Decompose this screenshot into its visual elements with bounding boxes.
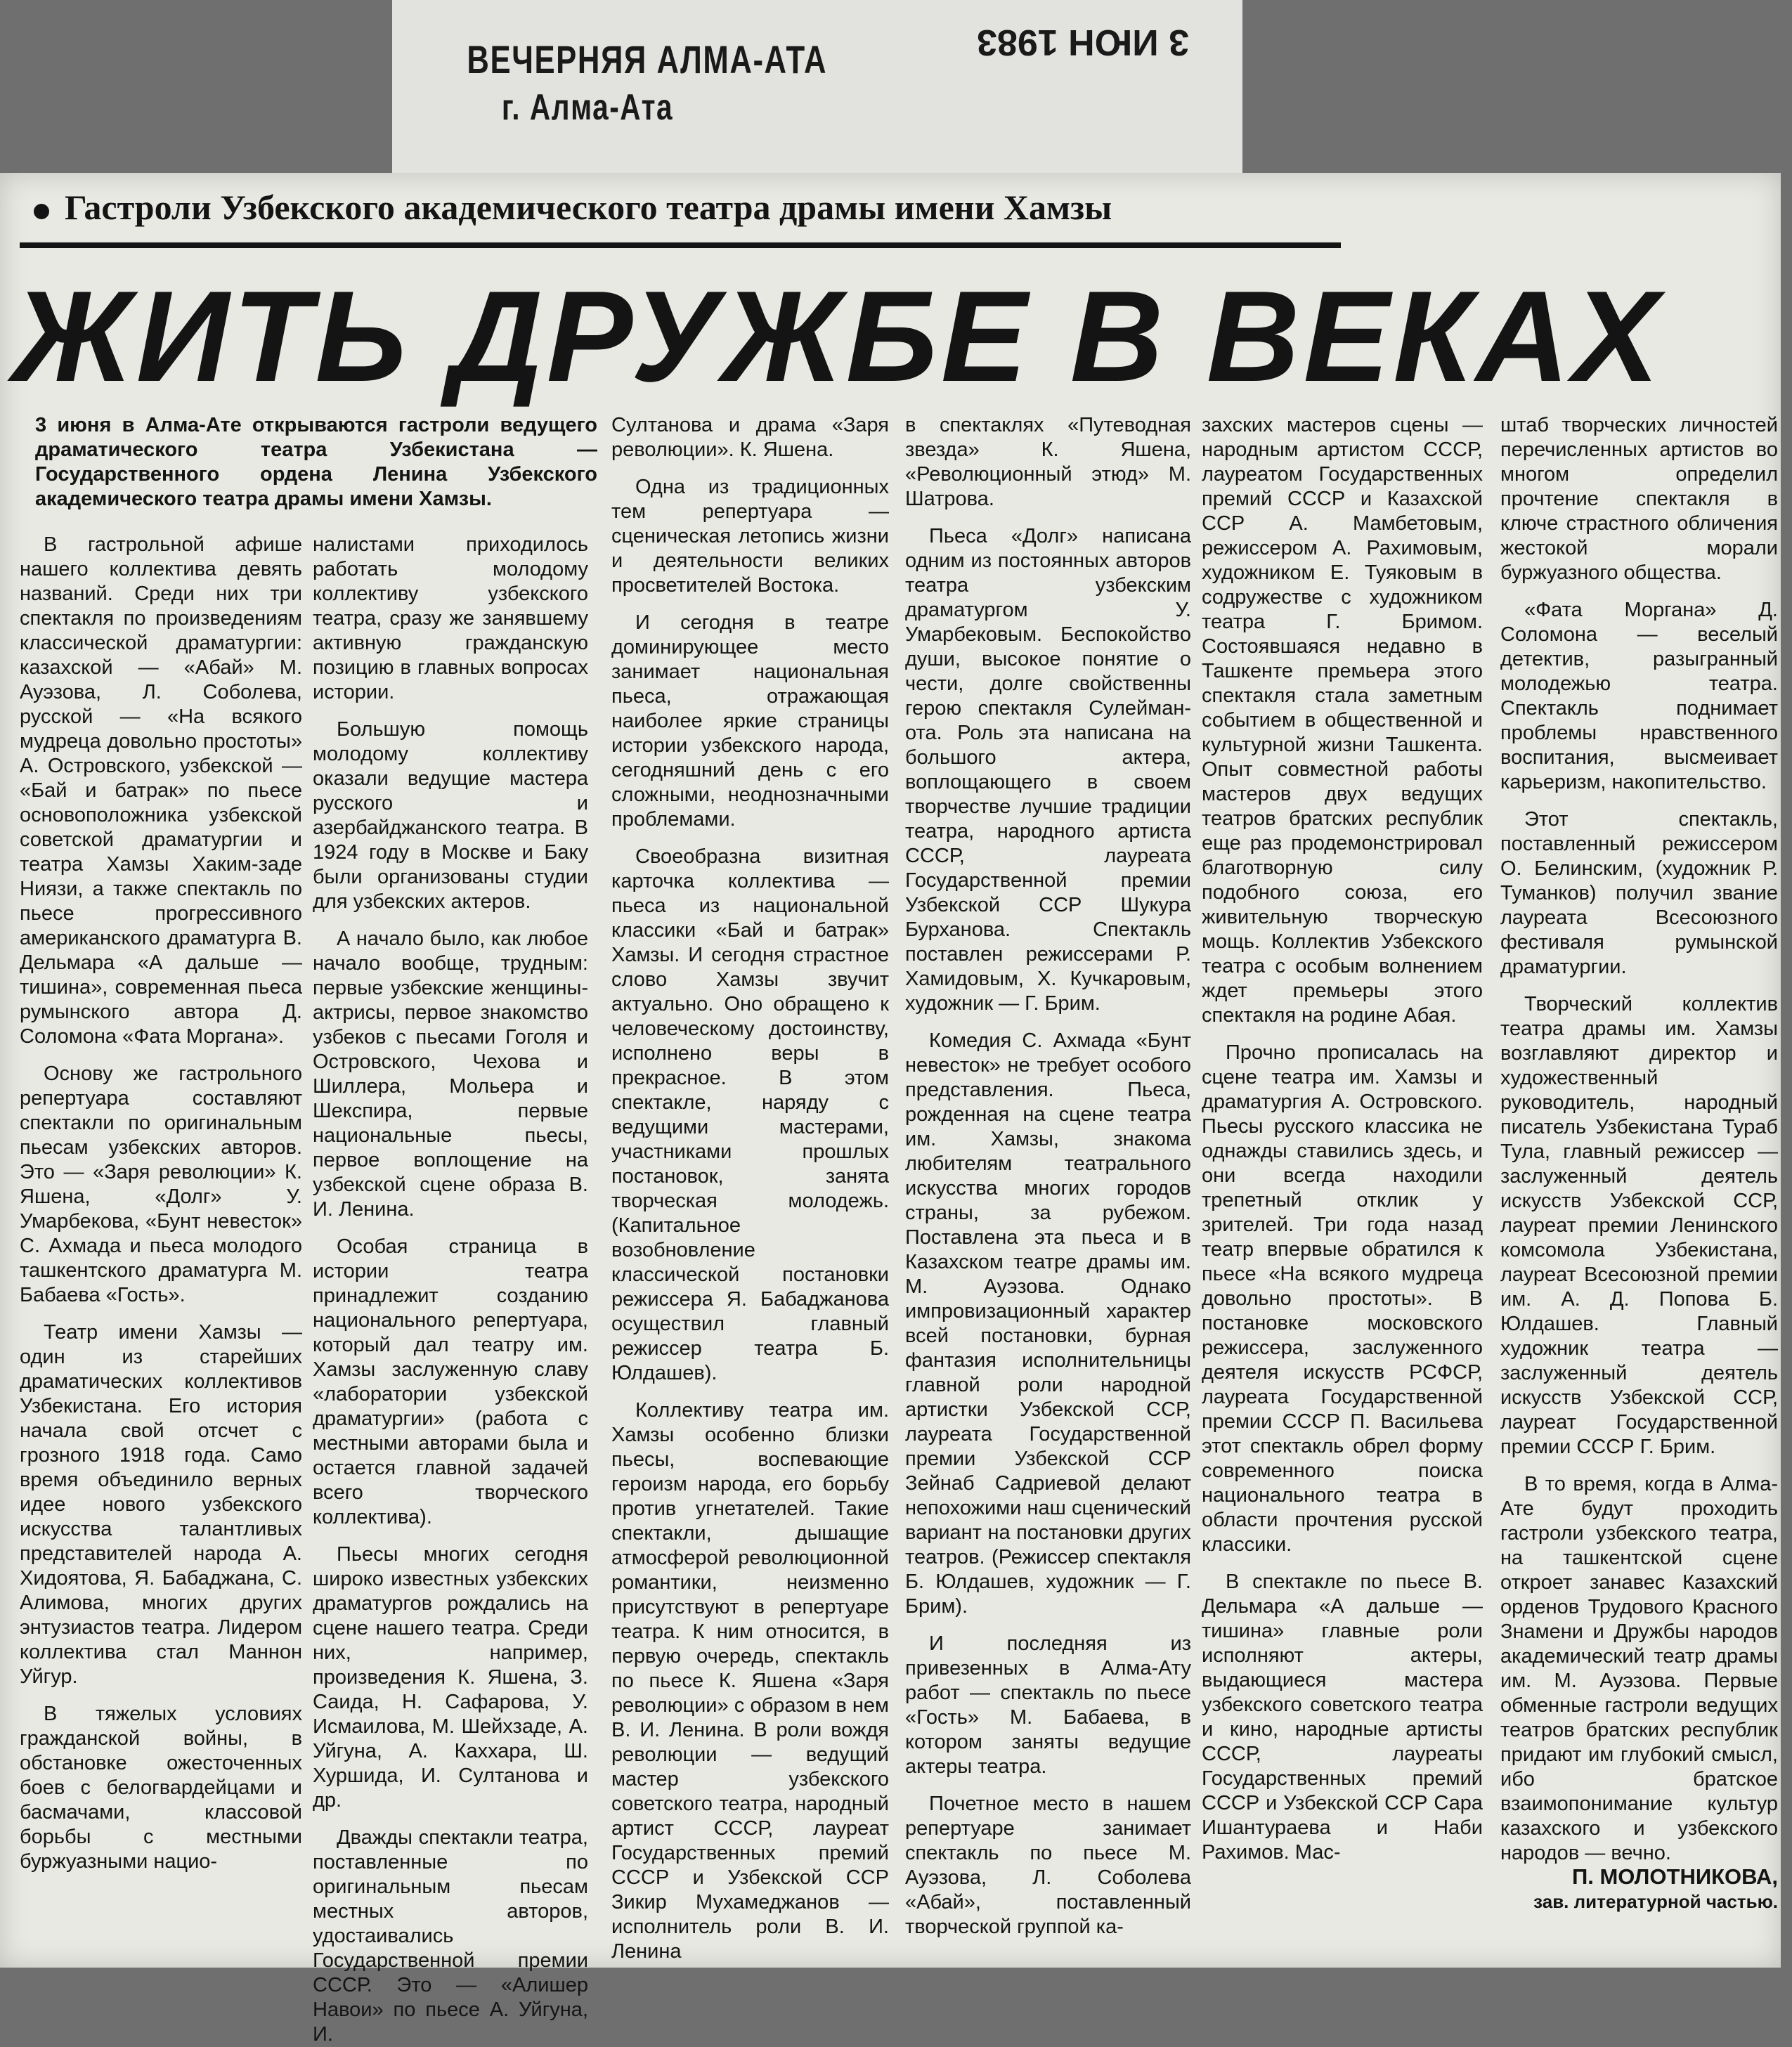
rubric-text: Гастроли Узбекского академического театра драмы имени Хамзы <box>65 188 1112 227</box>
text-column-4 <box>905 413 1191 1952</box>
text-column-3 <box>611 413 889 1963</box>
author-signature <box>1500 1864 1778 1913</box>
paragraph: Дважды спектакли театра, поставленные по оригинальным пьесам местных авторов, удостаивались Государственной премии СССР. Это — «Алишер Навои» по пьесе А. Уйгуна, И. <box>313 1826 588 2046</box>
article-headline: ЖИТЬ ДРУЖБЕ В ВЕКАХ <box>13 264 1663 408</box>
paragraph: Коллективу театра им. Хамзы особенно близки пьесы, воспевающие героизм народа, его борьбу против угнетателей. Такие спектакли, дышащие атмосферой революционной романтики, неизменно присутствуют в репертуаре театра. К ним относится, в первую очередь, спектакль по пьесе К. Яшена «Заря революции» с образом в нем В. И. Ленина. В роли вождя революции — ведущий мастер узбекского советского театра, народный артист СССР, лауреат Государственных премий СССР и Узбекской ССР Зикир Мухамеджанов — исполнитель роли В. И. Ленина <box>611 1399 889 1963</box>
paragraph: Театр имени Хамзы — один из старейших драматических коллективов Узбекистана. Его история начала свой отсчет с грозного 1918 года. Само время объединило верных идее нового узбекского искусства талантливых представителей народа А. Хидоятова, Я. Бабаджана, С. Алимова, многих других энтузиастов театра. Лидером коллектива стал Маннон Уйгур. <box>20 1321 302 1688</box>
paragraph: Султанова и драма «Заря революции». К. Яшена. <box>611 414 889 461</box>
paragraph: штаб творческих личностей перечисленных артистов во многом определил прочтение спектакля в ключе страстного обличения жестокой морали буржуазного общества. <box>1500 414 1778 584</box>
paragraph: захских мастеров сцены — народным артистом СССР, лауреатом Государственных премий СССР и Казахской ССР А. Мамбетовым, режиссером А. Рахимовым, художником Е. Туяковым в содружестве с художником театра Г. Бримом. Состоявшаяся недавно в Ташкенте премьера этого спектакля стала заметным событием в общественной и культурной жизни Ташкента. Опыт совместной работы мастеров двух ведущих театров братских республик еще раз продемонстрировал благотворную силу подобного союза, его живительную творческую мощь. Коллектив Узбекского театра с особым волнением ждет премьеры этого спектакля на родине Абая. <box>1202 414 1483 1027</box>
bullet-icon <box>34 204 49 219</box>
stamp-source <box>433 35 828 131</box>
paragraph: И последняя из привезенных в Алма-Ату работ — спектакль по пьесе «Гость» М. Бабаева, в котором заняты ведущие актеры театра. <box>905 1632 1191 1778</box>
paragraph: Прочно прописалась на сцене театра им. Хамзы и драматургия А. Островского. Пьесы русского классика не однажды ставились здесь, и они всегда находили трепетный отклик у зрителей. Три года назад театр впервые обратился к пьесе «На всякого мудреца довольно простоты». В постановке московского режиссера, заслуженного деятеля искусств РСФСР, лауреата Государственной премии СССР П. Васильева этот спектакль обрел форму современного поиска национального театра в области прочтения русской классики. <box>1202 1041 1483 1556</box>
text-column-5 <box>1202 413 1483 1952</box>
paragraph: Одна из традиционных тем репертуара — сценическая летопись жизни и деятельности великих просветителей Востока. <box>611 476 889 597</box>
paragraph: Особая страница в истории театра принадлежит созданию национального репертуара, который дал театру им. Хамзы заслуженную славу «лаборатории узбекской драматургии» (работа с местными авторами была и остается главной задачей всего творческого коллектива). <box>313 1235 588 1528</box>
paragraph: В гастрольной афише нашего коллектива девять названий. Среди них три спектакля по произведениям классической драматургии: казахской — «Абай» М. Ауэзова, Л. Соболева, русской — «На всякого мудреца довольно простоты» А. Островского, узбекской — «Бай и батрак» по пьесе основоположника узбекской советской драматургии и театра Хамзы Хаким-заде Ниязи, а также спектакль по пьесе прогрессивного американского драматурга В. Дельмара «А дальше — тишина», современная пьеса румынского автора Д. Соломона «Фата Моргана». <box>20 533 302 1048</box>
paragraph: налистами приходилось работать молодому коллективу узбекского театра, сразу же занявшему активную гражданскую позицию в главных вопросах истории. <box>313 533 588 703</box>
paragraph: И сегодня в театре доминирующее место занимает национальная пьеса, отражающая наиболее яркие страницы истории узбекского народа, сегодняшний день с его сложными, неоднозначными проблемами. <box>611 611 889 831</box>
paragraph: в спектаклях «Путеводная звезда» К. Яшена, «Революционный этюд» М. Шатрова. <box>905 414 1191 510</box>
paragraph: А начало было, как любое начало вообще, трудным: первые узбекские женщины-актрисы, первое знакомство узбеков с пьесами Гоголя и Островского, Чехова и Шиллера, Мольера и Шекспира, первые национальные пьесы, первое воплощение на узбекской сцене образа В. И. Ленина. <box>313 928 588 1221</box>
paragraph: Большую помощь молодому коллективу оказали ведущие мастера русского и азербайджанского театра. В 1924 году в Москве и Баку были организованы студии для узбекских актеров. <box>313 718 588 913</box>
paragraph: В тяжелых условиях гражданской войны, в обстановке ожесточенных боев с белогвардейцами и басмачами, классовой борьбы с местными буржуазными нацио- <box>20 1703 302 1873</box>
paragraph: Творческий коллектив театра драмы им. Хамзы возглавляют директор и художественный руководитель, народный писатель Узбекистана Тураб Тула, главный режиссер — заслуженный деятель искусств Узбекской ССР, лауреат премии Ленинского комсомола Узбекистана, лауреат Всесоюзной премии им. А. Д. Попова Б. Юлдашев. Главный художник театра — заслуженный деятель искусств Узбекской ССР, лауреат Государственной премии СССР Г. Брим. <box>1500 993 1778 1458</box>
paragraph: Этот спектакль, поставленный режиссером О. Белинским, (художник Р. Туманков) получил звание лауреата Всесоюзного фестиваля румынской драматургии. <box>1500 808 1778 978</box>
text-column-1 <box>20 533 302 1952</box>
stamp-date: 3 ИЮН 1983 <box>976 22 1190 63</box>
paragraph: Основу же гастрольного репертуара составляют спектакли по оригинальным пьесам узбекских авторов. Это — «Заря революции» К. Яшена, «Долг» У. Умарбекова, «Бунт невесток» С. Ахмада и пьеса молодого ташкентского драматурга М. Бабаева «Гость». <box>20 1063 302 1306</box>
paragraph: Комедия С. Ахмада «Бунт невесток» не требует особого представления. Пьеса, рожденная на сцене театра им. Хамзы, знакома любителям театрального искусства многих городов страны, за рубежом. Поставлена эта пьеса и в Казахском театре драмы им. М. Ауэзова. Однако импровизационный характер всей постановки, бурная фантазия исполнительницы главной роли народной артистки Узбекской ССР, лауреата Государственной премии Узбекской ССР Зейнаб Садриевой делают непохожими наш сценический вариант на постановки других театров. (Режиссер спектакля Б. Юлдашев, художник — Г. Брим). <box>905 1029 1191 1618</box>
paragraph: В спектакле по пьесе В. Дельмара «А дальше — тишина» главные роли исполняют актеры, выдающиеся мастера узбекского советского театра и кино, народные артисты СССР, лауреаты Государственных премий СССР и Узбекской ССР Сара Ишантураева и Наби Рахимов. Мас- <box>1202 1571 1483 1864</box>
author-role: зав. литературной частью. <box>1533 1891 1778 1912</box>
text-column-6 <box>1500 413 1778 1864</box>
paragraph: «Фата Моргана» Д. Соломона — веселый детектив, разыгранный молодежью театра. Спектакль поднимает проблемы нравственного воспитания, высмеивает карьеризм, накопительство. <box>1500 599 1778 793</box>
rubric-underline <box>20 242 1341 248</box>
article-lead: 3 июня в Алма-Ате открываются гастроли ведущего драматического театра Узбекистана — Государственного ордена Ленина Узбекского академического театра драмы имени Хамзы. <box>35 414 597 510</box>
paragraph: Пьеса «Долг» написана одним из постоянных авторов театра узбекским драматургом У. Умарбековым. Беспокойство души, высокое понятие о чести, долге свойственны герою спектакля Сулейман-ота. Роль эта написана на большого актера, воплощающего в своем творчестве лучшие традиции театра, народного артиста СССР, лауреата Государственной премии Узбекской ССР Шукура Бурханова. Спектакль поставлен режиссерами Р. Хамидовым, Х. Кучкаровым, художник — Г. Брим. <box>905 525 1191 1015</box>
stamp-city: г. Алма-Ата <box>501 87 674 128</box>
paragraph: Своеобразна визитная карточка коллектива — пьеса из национальной классики «Бай и батрак» Хамзы. И сегодня страстное слово Хамзы звучит актуально. Оно обращено к человеческому достоинству, исполнено веры в прекрасное. В этом спектакле, наряду с ведущими мастерами, участниками прошлых постановок, занята творческая молодежь. (Капитальное возобновление классической постановки режиссера Я. Бабаджанова осуществил главный режиссер театра Б. Юлдашев). <box>611 845 889 1384</box>
text-column-2 <box>313 533 588 2046</box>
stamp-newspaper-name: ВЕЧЕРНЯЯ АЛМА-АТА <box>467 37 828 82</box>
author-name: П. МОЛОТНИКОВА, <box>1571 1864 1778 1889</box>
paragraph: Почетное место в нашем репертуаре занимает спектакль по пьесе М. Ауэзова, Л. Соболева «Абай», поставленный творческой группой ка- <box>905 1793 1191 1938</box>
paragraph: В то время, когда в Алма-Ате будут проходить гастроли узбекского театра, на ташкентской сцене откроет занавес Казахский орденов Трудового Красного Знамени и Дружбы народов академический театр драмы им. М. Ауэзова. Первые обменные гастроли ведущих театров братских республик придают им глубокий смысл, ибо братское взаимопонимание культур казахского и узбекского народов — вечно. <box>1500 1473 1778 1864</box>
paragraph: Пьесы многих сегодня широко известных узбекских драматургов рождались на сцене нашего театра. Среди них, например, произведения К. Яшена, З. Саида, Н. Сафарова, У. Исмаилова, М. Шейхзаде, А. Уйгуна, А. Каххара, Ш. Хуршида, И. Султанова и др. <box>313 1543 588 1812</box>
rubric-line <box>34 186 1112 228</box>
archive-stamp <box>392 0 1242 173</box>
